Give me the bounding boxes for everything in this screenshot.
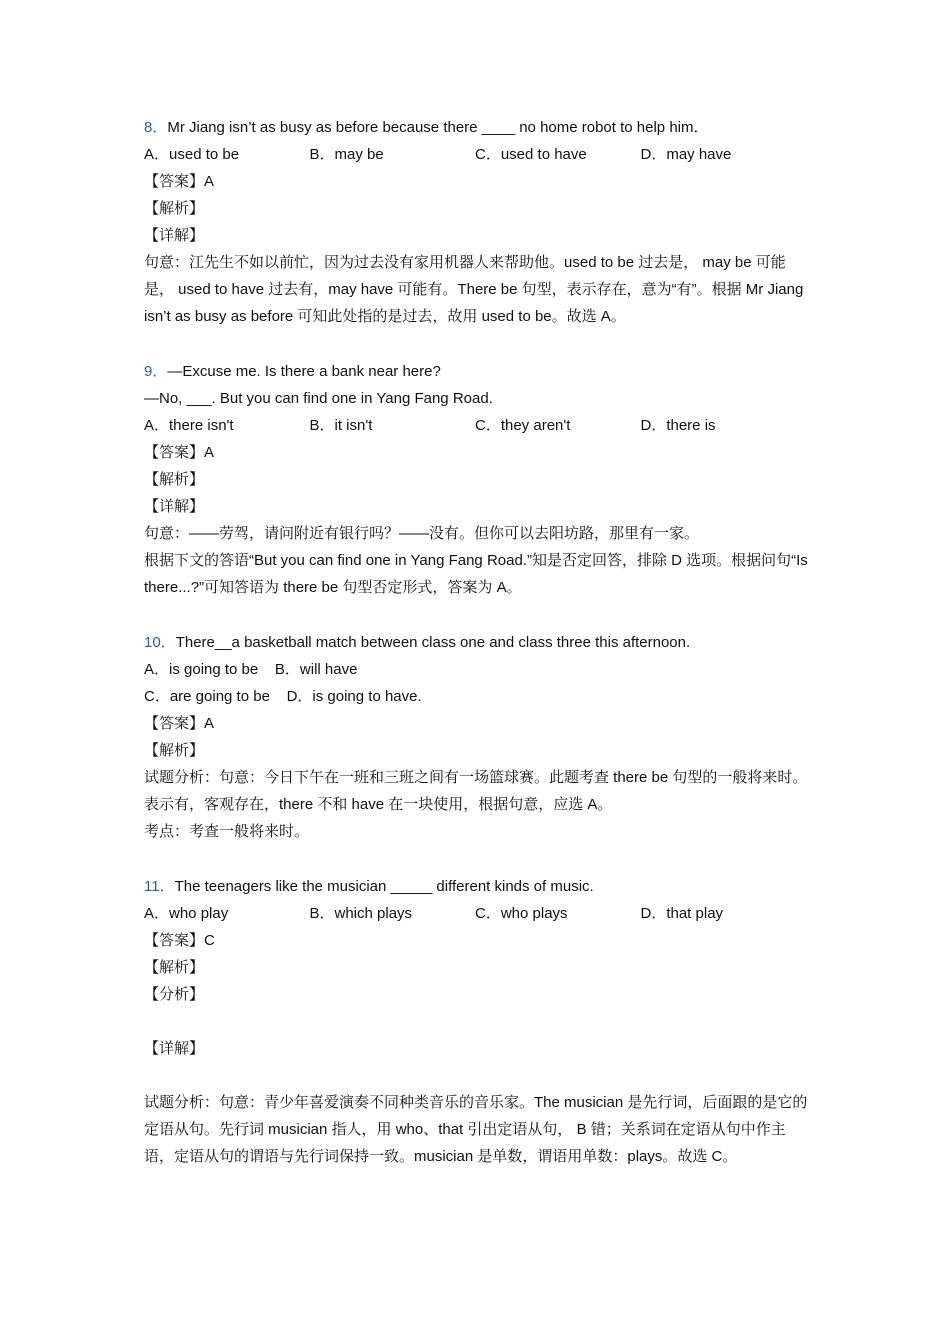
question-stem	[144, 358, 814, 385]
explanation-text: 试题分析：句意：今日下午在一班和三班之间有一场篮球赛。此题考查 there be 句型的一般将来时。表示有，客观存在，there 不和 have 在一块使用，根据句意，应选 A。	[144, 769, 808, 813]
question-text-line2: —No, ___. But you can find one in Yang Fang Road.	[144, 390, 493, 407]
explanation-text: 句意：——劳驾，请问附近有银行吗？——没有。但你可以去阳坊路，那里有一家。	[144, 525, 700, 542]
option-b: B．it isn't	[309, 417, 373, 434]
breakdown-label: 【分析】	[144, 986, 205, 1003]
analysis-label: 【解析】	[144, 959, 205, 976]
question-number: 10．	[144, 634, 176, 651]
question-text: Mr Jiang isn’t as busy as before because there ____ no home robot to help him．	[167, 119, 709, 136]
analysis-label: 【解析】	[144, 471, 205, 488]
option-b: B．may be	[309, 146, 384, 163]
options-row	[144, 900, 814, 927]
explanation-text-2: 根据下文的答语“But you can find one in Yang Fang Road.”知是否定回答，排除 D 选项。根据问句“Is there...?”可知答语为 there be 句型否定形式，答案为 A。	[144, 552, 808, 596]
options-row	[144, 412, 814, 439]
option-c: C．who plays	[475, 905, 568, 922]
option-d: D．may have	[640, 146, 732, 163]
analysis-label: 【解析】	[144, 200, 205, 217]
document-page	[144, 114, 814, 1198]
options-line-1: A．is going to be B．will have	[144, 661, 358, 678]
key-point-text: 考点：考查一般将来时。	[144, 823, 310, 840]
option-c: C．they aren't	[475, 417, 571, 434]
analysis-label: 【解析】	[144, 742, 205, 759]
options-row	[144, 141, 814, 168]
explanation-text: 试题分析：句意：青少年喜爱演奏不同种类音乐的音乐家。The musician 是先行词，后面跟的是它的定语从句。先行词 musician 指人，用 who、that 引出定语从句， B 错；关系词在定语从句中作主语，定语从句的谓语与先行词保持一致。musician 是单数，谓语用单数：plays。故选 C。	[144, 1094, 808, 1165]
question-stem	[144, 629, 814, 656]
detail-label: 【详解】	[144, 498, 205, 515]
option-a: A．who play	[144, 905, 229, 922]
question-number: 8．	[144, 119, 168, 136]
question-text: There__a basketball match between class one and class three this afternoon.	[175, 634, 691, 651]
answer-label: 【答案】A	[144, 444, 215, 461]
option-c: C．used to have	[475, 146, 587, 163]
question-text: The teenagers like the musician _____ different kinds of music.	[174, 878, 594, 895]
option-d: D．that play	[640, 905, 724, 922]
question-8	[144, 114, 814, 330]
option-a: A．used to be	[144, 146, 240, 163]
question-number: 11．	[144, 878, 175, 895]
option-a: A．there isn't	[144, 417, 234, 434]
answer-label: 【答案】A	[144, 173, 215, 190]
detail-label: 【详解】	[144, 1040, 205, 1057]
options-line-2: C．are going to be D．is going to have.	[144, 688, 422, 705]
answer-label: 【答案】A	[144, 715, 215, 732]
option-d: D．there is	[640, 417, 716, 434]
question-10	[144, 629, 814, 845]
question-11	[144, 873, 814, 1170]
question-stem	[144, 114, 814, 141]
detail-label: 【详解】	[144, 227, 205, 244]
answer-label: 【答案】C	[144, 932, 215, 949]
question-stem	[144, 873, 814, 900]
option-b: B．which plays	[309, 905, 413, 922]
question-number: 9．	[144, 363, 168, 380]
question-text: —Excuse me. Is there a bank near here?	[167, 363, 441, 380]
question-9	[144, 358, 814, 601]
explanation-text: 句意：江先生不如以前忙，因为过去没有家用机器人来帮助他。used to be 过去是， may be 可能是， used to have 过去有，may have 可能有。There be 句型，表示存在，意为“有”。根据 Mr Jiang isn’t as busy as before 可知此处指的是过去，故用 used to be。故选 A。	[144, 254, 804, 325]
